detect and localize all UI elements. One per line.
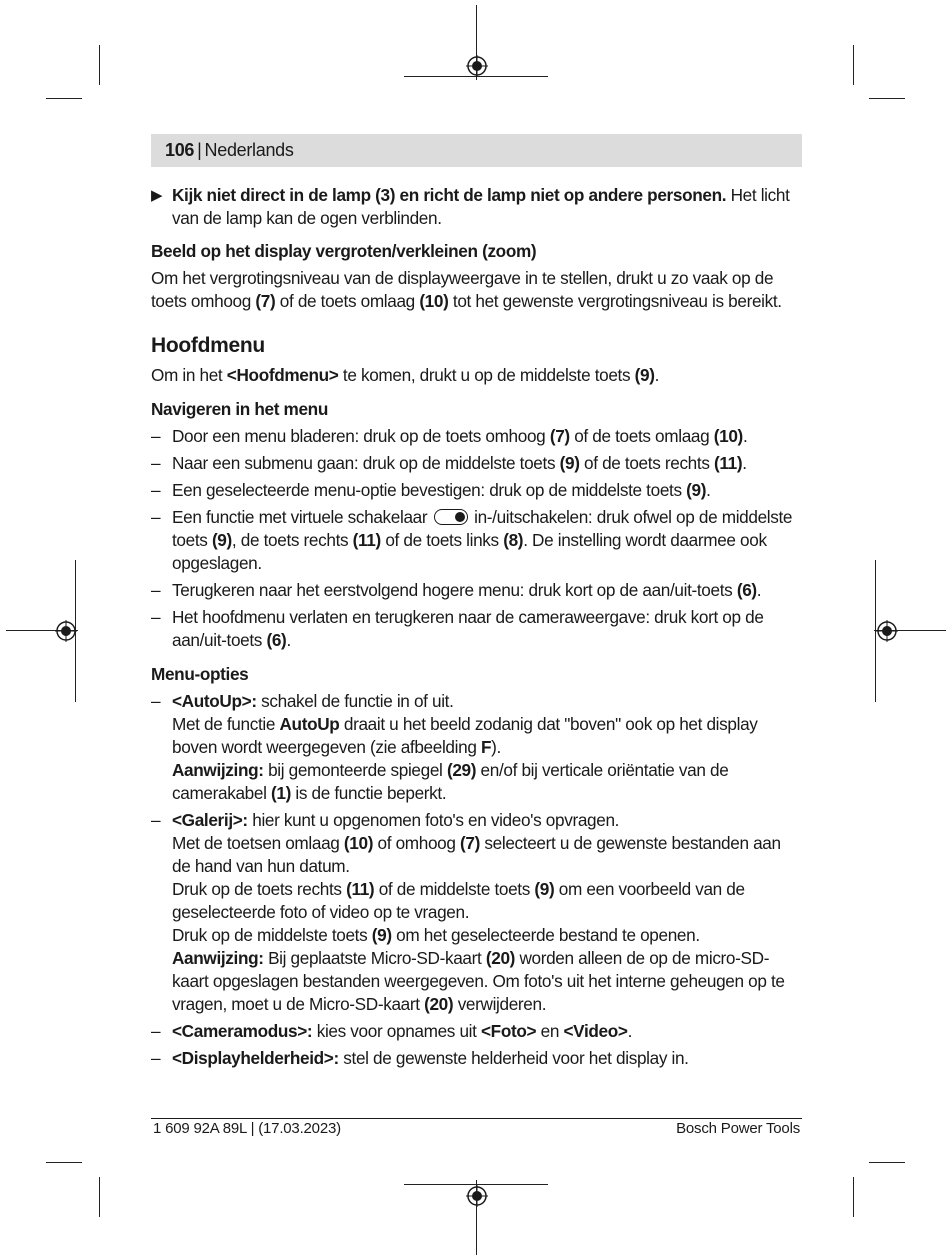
header-separator: |	[197, 140, 202, 160]
toggle-switch-icon	[434, 509, 468, 525]
crop-mark	[46, 1162, 82, 1163]
option-gallery: – <Galerij>: hier kunt u opgenomen foto's en video's opvragen. Met de toetsen omlaag (10) of omhoog (7) selecteert u de gewenste bestanden aan de hand van hun datum. Druk op de toets rechts (11) of de middelste toets (9) om een voorbeeld van de geselecteerde foto of video op te vragen. Druk op de middelste toets (9) om het geselecteerde bestand te openen. Aanwijzing: Bij geplaatste Micro-SD-kaart (20) worden alleen de op de micro-SD-kaart opgeslagen bestanden weergegeven. Om foto's uit het interne geheugen op te vragen, moet u de Micro-SD-kaart (20) verwijderen.	[151, 810, 785, 1014]
crop-mark	[99, 1177, 100, 1217]
option-display-brightness: – <Displayhelderheid>: stel de gewenste helderheid voor het display in.	[151, 1048, 689, 1068]
option-camera-mode: – <Cameramodus>: kies voor opnames uit <Foto> en <Video>.	[151, 1021, 633, 1041]
page-header	[151, 134, 802, 167]
crop-mark	[46, 98, 82, 99]
warning-text: Het licht van de lamp kan de ogen verblinden.	[172, 185, 790, 228]
crop-mark	[853, 1177, 854, 1217]
navigate-heading: Navigeren in het menu	[151, 399, 328, 419]
footer-brand: Bosch Power Tools	[676, 1120, 800, 1137]
zoom-heading: Beeld op het display vergroten/verkleinen (zoom)	[151, 241, 537, 261]
page-header-text	[165, 140, 294, 161]
warning-bold: Kijk niet direct in de lamp (3) en richt de lamp niet op andere personen.	[172, 185, 727, 205]
crop-mark	[869, 98, 905, 99]
list-item: – Door een menu bladeren: druk op de toets omhoog (7) of de toets omlaag (10).	[151, 426, 748, 446]
list-item: – Een geselecteerde menu-optie bevestigen: druk op de middelste toets (9).	[151, 480, 711, 500]
main-menu-heading: Hoofdmenu	[151, 334, 265, 357]
list-item: – Terugkeren naar het eerstvolgend hogere menu: druk kort op de aan/uit-toets (6).	[151, 580, 762, 600]
warning-notice	[151, 184, 802, 230]
footer-divider	[151, 1118, 802, 1119]
list-item: – Het hoofdmenu verlaten en terugkeren naar de cameraweergave: druk kort op de aan/uit-toets (6).	[151, 607, 764, 650]
list-item: – Een functie met virtuele schakelaar in-/uitschakelen: druk ofwel op de middelste toets (9), de toets rechts (11) of de toets links (8). De instelling wordt daarmee ook opgeslagen.	[151, 507, 793, 573]
crop-mark	[869, 1162, 905, 1163]
navigate-list	[151, 425, 802, 652]
registration-target-icon	[466, 55, 488, 77]
registration-target-icon	[466, 1185, 488, 1207]
registration-target-icon	[55, 620, 77, 642]
header-language: Nederlands	[204, 140, 294, 160]
registration-target-icon	[876, 620, 898, 642]
zoom-paragraph: Om het vergrotingsniveau van de displayweergave in te stellen, drukt u zo vaak op de toets omhoog (7) of de toets omlaag (10) tot het gewenste vergrotingsniveau is bereikt.	[151, 268, 782, 311]
crop-mark	[853, 45, 854, 85]
warning-triangle-icon: ▶	[151, 187, 163, 204]
main-menu-paragraph: Om in het <Hoofdmenu> te komen, drukt u op de middelste toets (9).	[151, 365, 660, 385]
menu-options-list	[151, 690, 802, 1070]
footer-document-id: 1 609 92A 89L | (17.03.2023)	[153, 1120, 341, 1137]
page-number: 106	[165, 140, 195, 160]
menu-options-heading: Menu-opties	[151, 664, 249, 684]
page-content	[151, 184, 802, 1070]
list-item: – Naar een submenu gaan: druk op de middelste toets (9) of de toets rechts (11).	[151, 453, 747, 473]
crop-mark	[99, 45, 100, 85]
option-autoup: – <AutoUp>: schakel de functie in of uit. Met de functie AutoUp draait u het beeld zodanig dat "boven" ook op het display boven wordt weergegeven (zie afbeelding F). Aanwijzing: bij gemonteerde spiegel (29) en/of bij verticale oriëntatie van de camerakabel (1) is de functie beperkt.	[151, 691, 758, 803]
